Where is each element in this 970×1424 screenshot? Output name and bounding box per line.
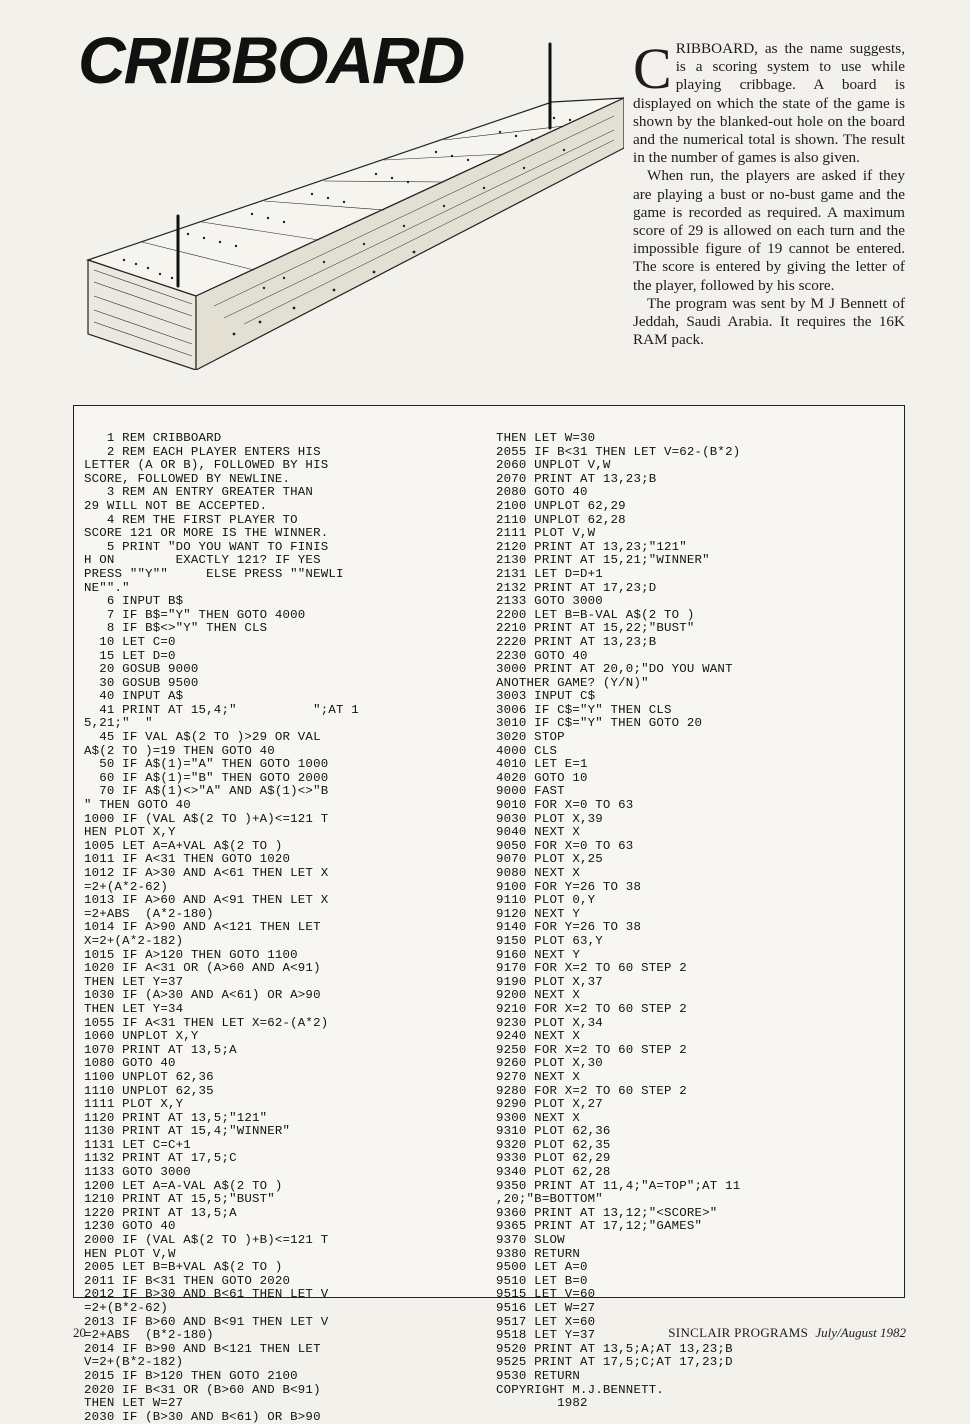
code-line: 2120 PRINT AT 13,23;"121" [496, 539, 687, 554]
code-line: 9240 NEXT X [496, 1029, 580, 1044]
listing-column-left [84, 432, 484, 1424]
code-line: 9000 FAST [496, 784, 565, 799]
code-line: " THEN GOTO 40 [84, 798, 191, 813]
code-line: 1070 PRINT AT 13,5;A [84, 1042, 237, 1057]
code-line: =2+(A*2-62) [84, 879, 168, 894]
code-line: 2030 IF (B>30 AND B<61) OR B>90 [84, 1409, 321, 1424]
code-line: 1220 PRINT AT 13,5;A [84, 1205, 237, 1220]
code-line: 9515 LET V=60 [496, 1287, 596, 1302]
code-line: 2230 GOTO 40 [496, 648, 588, 663]
code-line: 9110 PLOT 0,Y [496, 893, 596, 908]
code-line: 1210 PRINT AT 15,5;"BUST" [84, 1192, 275, 1207]
code-line: 2013 IF B>60 AND B<91 THEN LET V [84, 1314, 329, 1329]
code-line: 2000 IF (VAL A$(2 TO )+B)<=121 T [84, 1233, 329, 1248]
code-line: 3010 IF C$="Y" THEN GOTO 20 [496, 716, 703, 731]
intro-paragraph-1: RIBBOARD, as the name suggests, is a scoring system to use while playing cribbage. A board is displayed on which the state of the game is shown by the blanked-out hole on the board and the numerical total is shown. The result in the number of games is also given. [633, 40, 905, 167]
code-line: 9210 FOR X=2 TO 60 STEP 2 [496, 1001, 687, 1016]
code-line: 9140 FOR Y=26 TO 38 [496, 920, 642, 935]
drop-cap: C [633, 36, 672, 101]
code-line: COPYRIGHT M.J.BENNETT. [496, 1382, 664, 1397]
code-line: 1014 IF A>90 AND A<121 THEN LET [84, 920, 321, 935]
code-line: 2210 PRINT AT 15,22;"BUST" [496, 621, 695, 636]
code-line: SCORE, FOLLOWED BY NEWLINE. [84, 471, 291, 486]
code-line: X=2+(A*2-182) [84, 933, 184, 948]
code-line: 1111 PLOT X,Y [84, 1097, 184, 1112]
code-line: 2070 PRINT AT 13,23;B [496, 471, 657, 486]
code-line: 9370 SLOW [496, 1233, 565, 1248]
code-line: H ON EXACTLY 121? IF YES [84, 553, 321, 568]
code-line: 29 WILL NOT BE ACCEPTED. [84, 498, 268, 513]
code-line: 1000 IF (VAL A$(2 TO )+A)<=121 T [84, 811, 329, 826]
page-number: 20 [73, 1325, 86, 1340]
code-line: 2111 PLOT V,W [496, 526, 596, 541]
code-line: 9160 NEXT Y [496, 947, 580, 962]
code-line: 4000 CLS [496, 743, 558, 758]
code-line: 2060 UNPLOT V,W [496, 458, 611, 473]
code-line: 9100 FOR Y=26 TO 38 [496, 879, 642, 894]
code-line: 9525 PRINT AT 17,5;C;AT 17,23;D [496, 1355, 733, 1370]
code-line: 9530 RETURN [496, 1368, 580, 1383]
code-line: 1110 UNPLOT 62,35 [84, 1083, 214, 1098]
code-line: 1 REM CRIBBOARD [84, 431, 222, 445]
code-line: 2 REM EACH PLAYER ENTERS HIS [84, 444, 321, 459]
code-line: 9510 LET B=0 [496, 1273, 588, 1288]
code-line: 9280 FOR X=2 TO 60 STEP 2 [496, 1083, 687, 1098]
code-line: 45 IF VAL A$(2 TO )>29 OR VAL [84, 730, 321, 745]
code-line: V=2+(B*2-182) [84, 1355, 184, 1370]
code-line: 9517 LET X=60 [496, 1314, 596, 1329]
code-line: 2011 IF B<31 THEN GOTO 2020 [84, 1273, 291, 1288]
code-line: 2110 UNPLOT 62,28 [496, 512, 626, 527]
code-line: 9320 PLOT 62,35 [496, 1137, 611, 1152]
code-line: 3000 PRINT AT 20,0;"DO YOU WANT [496, 662, 733, 677]
code-line: 2012 IF B>30 AND B<61 THEN LET V [84, 1287, 329, 1302]
code-line: 4010 LET E=1 [496, 757, 588, 772]
code-line: 41 PRINT AT 15,4;" ";AT 1 [84, 702, 359, 717]
code-line: 9070 PLOT X,25 [496, 852, 603, 867]
code-line: SCORE 121 OR MORE IS THE WINNER. [84, 526, 329, 541]
code-line: 9030 PLOT X,39 [496, 811, 603, 826]
code-line: ANOTHER GAME? (Y/N)" [496, 675, 649, 690]
code-line: 1133 GOTO 3000 [84, 1165, 191, 1180]
code-line: LETTER (A OR B), FOLLOWED BY HIS [84, 458, 329, 473]
code-line: 4020 GOTO 10 [496, 770, 588, 785]
code-line: 9050 FOR X=0 TO 63 [496, 838, 634, 853]
code-line: 1982 [496, 1396, 588, 1411]
code-line: 9120 NEXT Y [496, 906, 580, 921]
code-line: 1011 IF A<31 THEN GOTO 1020 [84, 852, 291, 867]
listing-column-right [496, 432, 896, 1411]
code-line: HEN PLOT X,Y [84, 825, 176, 840]
code-line: 1230 GOTO 40 [84, 1219, 176, 1234]
code-line: 1030 IF (A>30 AND A<61) OR A>90 [84, 988, 321, 1003]
code-line: 1080 GOTO 40 [84, 1056, 176, 1071]
code-line: 9190 PLOT X,37 [496, 974, 603, 989]
code-line: 9330 PLOT 62,29 [496, 1151, 611, 1166]
code-line: 60 IF A$(1)="B" THEN GOTO 2000 [84, 770, 329, 785]
code-line: 2220 PRINT AT 13,23;B [496, 634, 657, 649]
code-line: 9518 LET Y=37 [496, 1328, 596, 1343]
code-line: THEN LET Y=37 [84, 974, 184, 989]
code-line: 9270 NEXT X [496, 1069, 580, 1084]
article-title: CRIBBOARD [78, 23, 464, 97]
code-line: 50 IF A$(1)="A" THEN GOTO 1000 [84, 757, 329, 772]
code-line: 9010 FOR X=0 TO 63 [496, 798, 634, 813]
code-line: 8 IF B$<>"Y" THEN CLS [84, 621, 268, 636]
issue-date: July/August 1982 [815, 1325, 906, 1340]
code-line: 2005 LET B=B+VAL A$(2 TO ) [84, 1260, 283, 1275]
code-line: 9340 PLOT 62,28 [496, 1165, 611, 1180]
code-line: 9080 NEXT X [496, 866, 580, 880]
code-line: 9380 RETURN [496, 1246, 580, 1261]
code-line: 5 PRINT "DO YOU WANT TO FINIS [84, 539, 329, 554]
code-line: THEN LET Y=34 [84, 1001, 184, 1016]
publication-footer [612, 1325, 906, 1343]
code-line: 2130 PRINT AT 15,21;"WINNER" [496, 553, 710, 568]
code-line: 1055 IF A<31 THEN LET X=62-(A*2) [84, 1015, 329, 1030]
code-line: 9360 PRINT AT 13,12;"<SCORE>" [496, 1205, 718, 1220]
code-line: 2020 IF B<31 OR (B>60 AND B<91) [84, 1382, 321, 1397]
code-line: 2200 LET B=B-VAL A$(2 TO ) [496, 607, 695, 622]
code-line: 40 INPUT A$ [84, 689, 184, 704]
code-line: 1132 PRINT AT 17,5;C [84, 1151, 237, 1166]
code-line: THEN LET W=27 [84, 1396, 184, 1411]
code-line: 9365 PRINT AT 17,12;"GAMES" [496, 1219, 703, 1234]
code-line: PRESS ""Y"" ELSE PRESS ""NEWLI [84, 566, 344, 581]
code-line: 2014 IF B>90 AND B<121 THEN LET [84, 1341, 321, 1356]
code-line: 10 LET C=0 [84, 634, 176, 649]
intro-paragraph-2: When run, the players are asked if they are playing a bust or no-bust game and the game is recorded as required. A maximum score of 29 is allowed on each turn and the impossible figure of 19 cannot be entered. The score is entered by giving the letter of the player, followed by his score. [633, 167, 905, 294]
code-line: 6 INPUT B$ [84, 594, 184, 609]
code-line: 15 LET D=0 [84, 648, 176, 663]
code-line: 1100 UNPLOT 62,36 [84, 1069, 214, 1084]
code-line: 1012 IF A>30 AND A<61 THEN LET X [84, 866, 329, 880]
code-line: 1020 IF A<31 OR (A>60 AND A<91) [84, 961, 321, 976]
code-line: =2+ABS (B*2-180) [84, 1328, 214, 1343]
code-line: 2131 LET D=D+1 [496, 566, 603, 581]
code-line: THEN LET W=30 [496, 431, 596, 445]
intro-paragraph-3: The program was sent by M J Bennett of Jeddah, Saudi Arabia. It requires the 16K RAM pack. [633, 294, 905, 349]
code-line: 9150 PLOT 63,Y [496, 933, 603, 948]
code-line: 2080 GOTO 40 [496, 485, 588, 500]
code-line: 9230 PLOT X,34 [496, 1015, 603, 1030]
code-line: 2132 PRINT AT 17,23;D [496, 580, 657, 595]
code-line: =2+(B*2-62) [84, 1301, 168, 1315]
code-line: 2100 UNPLOT 62,29 [496, 498, 626, 513]
code-line: 70 IF A$(1)<>"A" AND A$(1)<>"B [84, 784, 329, 799]
code-line: NE""." [84, 580, 130, 595]
code-line: 1015 IF A>120 THEN GOTO 1100 [84, 947, 298, 962]
code-line: 1130 PRINT AT 15,4;"WINNER" [84, 1124, 291, 1139]
code-line: 9516 LET W=27 [496, 1301, 596, 1315]
code-line: 9040 NEXT X [496, 825, 580, 840]
code-line: 5,21;" " [84, 716, 153, 731]
code-line: 9350 PRINT AT 11,4;"A=TOP";AT 11 [496, 1178, 741, 1193]
code-line: 1131 LET C=C+1 [84, 1137, 191, 1152]
code-line: 2055 IF B<31 THEN LET V=62-(B*2) [496, 444, 741, 459]
code-line: HEN PLOT V,W [84, 1246, 176, 1261]
code-line: 9170 FOR X=2 TO 60 STEP 2 [496, 961, 687, 976]
code-line: 4 REM THE FIRST PLAYER TO [84, 512, 298, 527]
code-line: 1013 IF A>60 AND A<91 THEN LET X [84, 893, 329, 908]
code-line: 3006 IF C$="Y" THEN CLS [496, 702, 672, 717]
code-line: 9250 FOR X=2 TO 60 STEP 2 [496, 1042, 687, 1057]
code-line: 2015 IF B>120 THEN GOTO 2100 [84, 1368, 298, 1383]
code-line: 1200 LET A=A-VAL A$(2 TO ) [84, 1178, 283, 1193]
code-line: 3020 STOP [496, 730, 565, 745]
code-line: 9500 LET A=0 [496, 1260, 588, 1275]
code-line: 1005 LET A=A+VAL A$(2 TO ) [84, 838, 283, 853]
code-line: 3 REM AN ENTRY GREATER THAN [84, 485, 314, 500]
code-line: 9200 NEXT X [496, 988, 580, 1003]
code-line: 2133 GOTO 3000 [496, 594, 603, 609]
code-line: 9260 PLOT X,30 [496, 1056, 603, 1071]
code-line: 9310 PLOT 62,36 [496, 1124, 611, 1139]
code-line: 7 IF B$="Y" THEN GOTO 4000 [84, 607, 306, 622]
code-line: 3003 INPUT C$ [496, 689, 596, 704]
article-intro [633, 36, 905, 349]
code-line: 20 GOSUB 9000 [84, 662, 199, 677]
code-line: ,20;"B=BOTTOM" [496, 1192, 603, 1207]
code-line: 9520 PRINT AT 13,5;A;AT 13,23;B [496, 1341, 733, 1356]
code-line: 30 GOSUB 9500 [84, 675, 199, 690]
code-line: 1060 UNPLOT X,Y [84, 1029, 199, 1044]
cribbage-board-illustration [84, 38, 624, 370]
code-line: =2+ABS (A*2-180) [84, 906, 214, 921]
code-line: 9290 PLOT X,27 [496, 1097, 603, 1112]
code-line: 9300 NEXT X [496, 1110, 580, 1125]
code-line: 1120 PRINT AT 13,5;"121" [84, 1110, 268, 1125]
code-line: A$(2 TO )=19 THEN GOTO 40 [84, 743, 275, 758]
publication-name: SINCLAIR PROGRAMS [668, 1325, 809, 1340]
